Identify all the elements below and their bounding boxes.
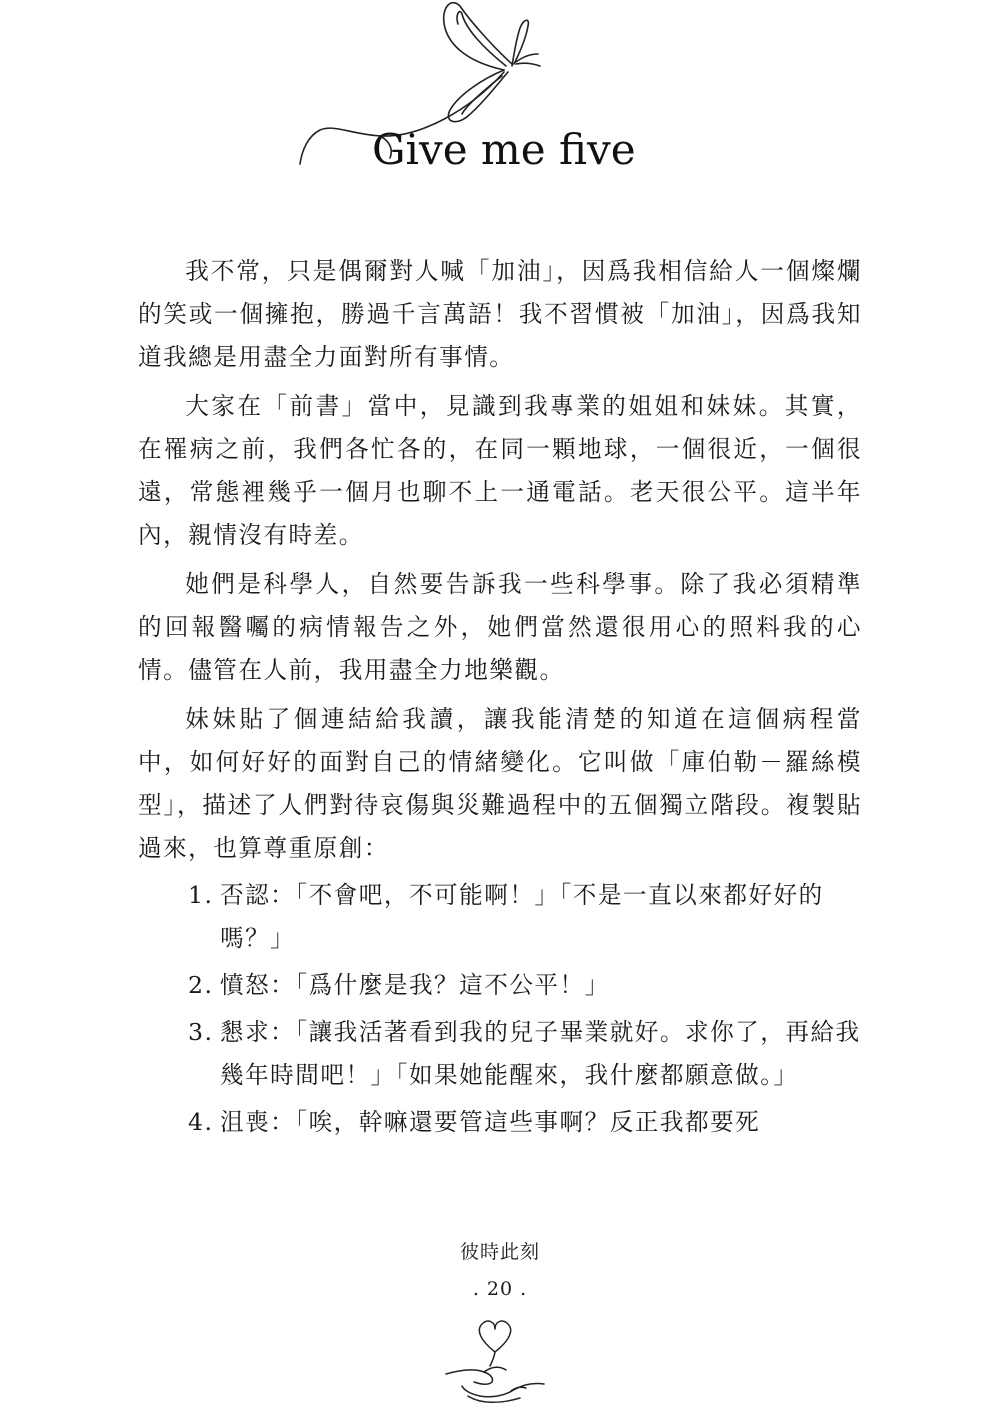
paragraph: 我不常，只是偶爾對人喊「加油」，因爲我相信給人一個燦爛的笑或一個擁抱，勝過千言萬語！我不習慣被「加油」，因爲我知道我總是用盡全力面對所有事情。 bbox=[138, 257, 862, 371]
list-number: 1. bbox=[188, 881, 214, 909]
page-number: . 20 . bbox=[472, 1278, 528, 1300]
stages-list bbox=[138, 874, 862, 1144]
list-item bbox=[138, 964, 862, 1007]
paragraph: 大家在「前書」當中，見識到我專業的姐姐和妹妹。其實，在罹病之前，我們各忙各的，在同一顆地球，一個很近，一個很遠，常態裡幾乎一個月也聊不上一通電話。老天很公平。這半年內，親情沒有時差。 bbox=[138, 392, 862, 549]
list-text: 憤怒：「爲什麼是我？這不公平！」 bbox=[220, 971, 610, 999]
list-number: 2. bbox=[188, 971, 214, 999]
heart-hands-icon bbox=[440, 1312, 550, 1407]
list-number: 4. bbox=[188, 1108, 214, 1136]
list-item bbox=[138, 874, 862, 960]
body-text bbox=[138, 250, 862, 1144]
paragraph: 妹妹貼了個連結給我讀，讓我能清楚的知道在這個病程當中，如何好好的面對自己的情緒變化。它叫做「庫伯勒－羅絲模型」，描述了人們對待哀傷與災難過程中的五個獨立階段。複製貼過來，也算尊重原創： bbox=[138, 705, 862, 862]
list-item bbox=[138, 1011, 862, 1097]
list-number: 3. bbox=[188, 1018, 214, 1046]
page-title: Give me five bbox=[372, 125, 636, 174]
list-text: 沮喪：「唉，幹嘛還要管這些事啊？反正我都要死 bbox=[220, 1108, 761, 1136]
paragraph: 她們是科學人，自然要告訴我一些科學事。除了我必須精準的回報醫囑的病情報告之外，她們當然還很用心的照料我的心情。儘管在人前，我用盡全力地樂觀。 bbox=[138, 570, 862, 684]
list-text: 懇求：「讓我活著看到我的兒子畢業就好。求你了，再給我幾年時間吧！」「如果她能醒來，我什麼都願意做。」 bbox=[220, 1018, 861, 1089]
book-title: 彼時此刻 bbox=[459, 1241, 540, 1263]
list-item bbox=[138, 1101, 862, 1144]
list-text: 否認：「不會吧，不可能啊！」「不是一直以來都好好的嗎？」 bbox=[220, 881, 824, 952]
